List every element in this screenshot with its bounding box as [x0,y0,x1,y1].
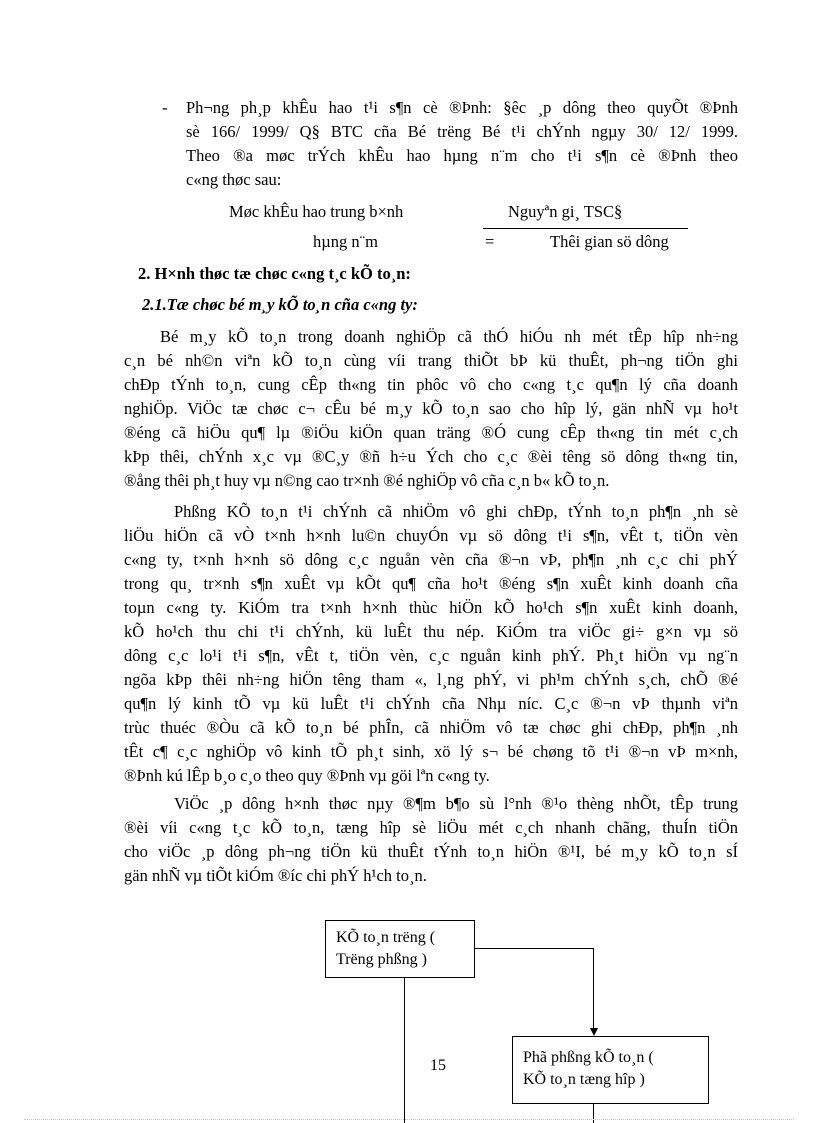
para1-line-2: sè 166/ 1999/ Q§ BTC cña Bé trëng Bé t¹i chÝnh ngµy 30/ 12/ 1999. [186,122,738,141]
para2-line-7: ®ång thêi ph¸t huy vµ n©ng cao tr×nh ®é nghiÖp vô cña c¸n b« kÕ to¸n. [124,471,610,490]
para4-line-1: ViÖc ¸p dông h×nh thøc nµy ®¶m b¶o sù l°nh ®¹o thèng nhÕt, tÊp trung [174,794,738,813]
para3-line-11: tÊt c¶ c¸c nghiÖp vô kinh tÕ ph¸t sinh, xö lý s¬ bé chøng tõ t¹i ®¬n vÞ m×nh, [124,742,738,761]
org-box-chief-accountant-line-1: KÕ to¸n trëng ( [336,929,436,946]
org-connector-vertical-right [593,948,594,1030]
formula-denominator: Thêi gian sö dông [550,232,669,251]
para1-line-4: c«ng thøc sau: [186,170,282,189]
para3-line-6: kÕ ho¹ch thu chi t¹i chÝnh, kü luÊt thu nép. KiÓm tra viÖc gi÷ g×n vµ sö [124,622,738,641]
org-box-deputy-accountant-line-2: KÕ to¸n tæng hîp ) [523,1071,645,1088]
para4-line-2: ®èi víi c«ng t¸c kÕ to¸n, tæng hîp sè liÖu mét c¸ch nhanh chãng, thuÍn tiÖn [124,818,738,837]
para2-line-1: Bé m¸y kÕ to¸n trong doanh nghiÖp cã thÓ hiÓu nh mét tÊp hîp nh÷ng [160,327,738,346]
para3-line-12: ®Þnh kú lÊp b¸o c¸o theo quy ®Þnh vµ göi lªn c«ng ty. [124,766,490,785]
para3-line-2: liÖu hiÖn cã vÒ t×nh h×nh lu©n chuyÓn vµ sö dông t¹i s¶n, vÊt t, tiÖn vèn [124,526,738,545]
para1-line-1: Ph¬ng ph¸p khÊu hao t¹i s¶n cè ®Þnh: §êc ¸p dông theo quyÕt ®Þnh [186,98,738,117]
org-connector-vertical-left [404,978,405,1123]
formula-left-top: Møc khÊu hao trung b×nh [229,202,404,221]
para2-line-5: ®éng cã hiÖu qu¶ lµ ®iÖu kiÖn quan träng ®Ó cung cÊp th«ng tin mét c¸ch [124,423,738,442]
para4-line-3: cho viÖc ¸p dông ph¬ng tiÖn kü thuÊt tÝnh to¸n hiÖn ®¹I, bé m¸y kÕ to¸n sÍ [124,842,738,861]
formula-numerator: Nguyªn gi¸ TSC§ [508,202,623,221]
org-connector-arrowhead [590,1028,598,1036]
list-bullet: - [162,98,168,117]
para3-line-5: toµn c«ng ty. KiÓm tra t×nh h×nh thùc hiÖn kÕ ho¹ch s¶n xuÊt kinh doanh, [124,598,738,617]
para2-line-3: chÐp tÝnh to¸n, cung cÊp th«ng tin phôc vô cho c«ng t¸c qu¶n lý cña doanh [124,375,738,394]
org-box-deputy-accountant [512,1036,709,1104]
org-box-chief-accountant-line-2: Trëng phßng ) [336,951,427,968]
fraction-bar [483,228,688,229]
para3-line-4: trong qu¸ tr×nh s¶n xuÊt vµ kÕt qu¶ cña ho¹t ®éng s¶n xuÊt kinh doanh cña [124,574,738,593]
para3-line-10: trùc thuéc ®Òu cã kÕ to¸n bé phÎn, cã nhiÖm vô tæ chøc ghi chÐp, ph¶n ¸nh [124,718,738,737]
para3-line-1: Phßng KÕ to¸n t¹i chÝnh cã nhiÖm vô ghi chÐp, tÝnh to¸n ph¶n ¸nh sè [174,502,738,521]
para4-line-4: gän nhÑ vµ tiÕt kiÓm ®íc chi phÝ h¹ch to¸n. [124,866,427,885]
para3-line-7: dông c¸c lo¹i t¹i s¶n, vÊt t, tiÖn vèn, c¸c nguån kinh phÝ. Ph¸t hiÖn vµ ng¨n [124,646,738,665]
para2-line-2: c¸n bé nh©n viªn kÕ to¸n cùng víi trang thiÕt bÞ kü thuÊt, ph¬ng tiÖn ghi [124,351,738,370]
formula-equals: = [485,232,495,251]
org-box-deputy-accountant-line-1: Phã phßng kÕ to¸n ( [523,1049,654,1066]
para2-line-6: kÞp thêi, chÝnh x¸c vµ ®C¸y ®ñ h÷u Ých cho c¸c ®èi têng sö dông th«ng tin, [124,447,738,466]
org-box-chief-accountant [325,920,475,978]
org-connector-vertical-bottom [593,1104,594,1123]
section-heading-2: 2. H×nh thøc tæ chøc c«ng t¸c kÕ to¸n: [138,264,411,283]
section-heading-2-1: 2.1.Tæ chøc bé m¸y kÕ to¸n cña c«ng ty: [142,295,418,314]
para3-line-3: c«ng ty, t×nh h×nh sö dông c¸c nguån vèn cña ®¬n vÞ, ph¶n ¸nh c¸c chi phÝ [124,550,738,569]
formula-left-bottom: hµng n¨m [313,232,378,251]
page-number: 15 [430,1057,446,1074]
para3-line-8: ngõa kÞp thêi nh÷ng hiÖn têng tham «, l¸ng phÝ, vi ph¹m chÝnh s¸ch, chÕ ®é [124,670,738,689]
para1-line-3: Theo ®a møc trÝch khÊu hao hµng n¨m cho t¹i s¶n cè ®Þnh theo [186,146,738,165]
para3-line-9: qu¶n lý kinh tÕ vµ kü luÊt t¹i chÝnh cña Nhµ níc. C¸c ®¬n vÞ thµnh viªn [124,694,738,713]
footer-dotted-rule [24,1119,794,1120]
org-connector-horizontal [475,948,594,949]
para2-line-4: nghiÖp. ViÖc tæ chøc c¬ cÊu bé m¸y kÕ to¸n sao cho hîp lý, gän nhÑ vµ ho¹t [124,399,738,418]
